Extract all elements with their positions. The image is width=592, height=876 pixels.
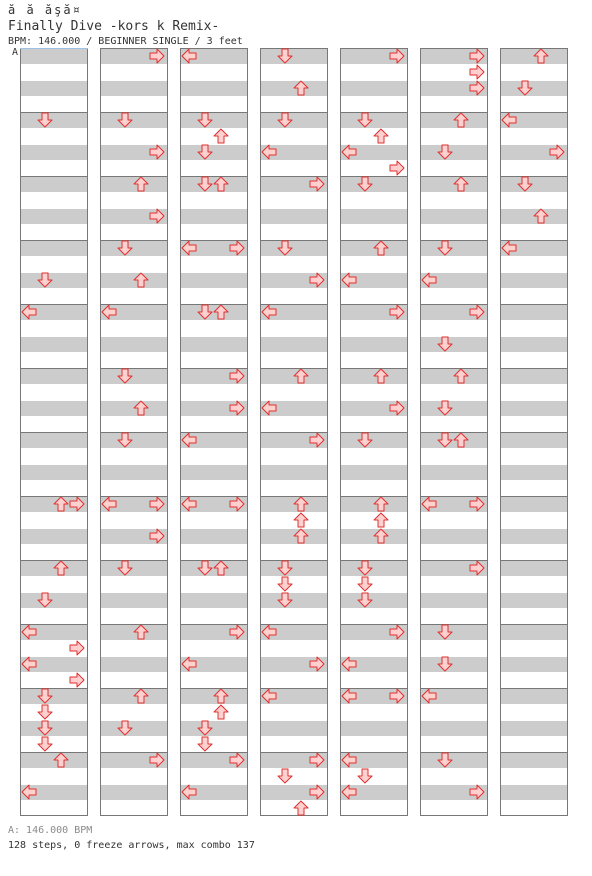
right-arrow-icon	[69, 496, 85, 512]
down-arrow-icon	[37, 720, 53, 736]
up-arrow-icon	[133, 624, 149, 640]
right-arrow-icon	[389, 48, 405, 64]
chart-column	[420, 48, 488, 816]
beat-stripe	[101, 337, 167, 352]
beat-stripe	[101, 433, 167, 448]
beat-stripe	[21, 465, 87, 480]
down-arrow-icon	[357, 592, 373, 608]
beat-stripe	[101, 561, 167, 576]
beat-stripe	[21, 241, 87, 256]
left-arrow-icon	[181, 784, 197, 800]
right-arrow-icon	[229, 752, 245, 768]
down-arrow-icon	[37, 272, 53, 288]
up-arrow-icon	[453, 112, 469, 128]
beat-stripe	[501, 561, 567, 576]
beat-stripe	[341, 561, 407, 576]
up-arrow-icon	[373, 496, 389, 512]
beat-stripe	[421, 465, 487, 480]
left-arrow-icon	[181, 240, 197, 256]
up-arrow-icon	[293, 80, 309, 96]
encoding-glyphs: ă ă ăşă¤	[8, 3, 82, 17]
beat-stripe	[21, 689, 87, 704]
beat-stripe	[101, 593, 167, 608]
beat-stripe	[341, 593, 407, 608]
beat-stripe	[421, 753, 487, 768]
down-arrow-icon	[197, 176, 213, 192]
down-arrow-icon	[517, 176, 533, 192]
beat-stripe	[261, 209, 327, 224]
up-arrow-icon	[453, 176, 469, 192]
left-arrow-icon	[341, 784, 357, 800]
beat-stripe	[21, 401, 87, 416]
beat-stripe	[181, 529, 247, 544]
down-arrow-icon	[197, 144, 213, 160]
chart-column	[180, 48, 248, 816]
measure-line	[181, 815, 247, 816]
right-arrow-icon	[309, 432, 325, 448]
up-arrow-icon	[293, 512, 309, 528]
beat-stripe	[421, 529, 487, 544]
beat-stripe	[181, 145, 247, 160]
down-arrow-icon	[117, 240, 133, 256]
right-arrow-icon	[389, 688, 405, 704]
right-arrow-icon	[469, 304, 485, 320]
measure-line	[501, 815, 567, 816]
beat-stripe	[501, 721, 567, 736]
bpm-change-marker: A	[12, 47, 19, 58]
right-arrow-icon	[469, 784, 485, 800]
left-arrow-icon	[181, 496, 197, 512]
beat-stripe	[101, 657, 167, 672]
down-arrow-icon	[37, 704, 53, 720]
beat-stripe	[501, 657, 567, 672]
beat-stripe	[261, 113, 327, 128]
left-arrow-icon	[21, 304, 37, 320]
down-arrow-icon	[437, 624, 453, 640]
up-arrow-icon	[53, 752, 69, 768]
right-arrow-icon	[149, 48, 165, 64]
down-arrow-icon	[197, 720, 213, 736]
up-arrow-icon	[373, 128, 389, 144]
beat-stripe	[341, 721, 407, 736]
chart-column	[260, 48, 328, 816]
down-arrow-icon	[277, 576, 293, 592]
right-arrow-icon	[549, 144, 565, 160]
measure-line	[101, 815, 167, 816]
bpm-change-line	[20, 48, 88, 49]
footer-bpm-legend: A: 146.000 BPM	[8, 825, 93, 836]
beat-stripe	[21, 209, 87, 224]
down-arrow-icon	[437, 336, 453, 352]
beat-stripe	[21, 49, 87, 64]
right-arrow-icon	[309, 784, 325, 800]
up-arrow-icon	[373, 528, 389, 544]
right-arrow-icon	[309, 656, 325, 672]
down-arrow-icon	[277, 112, 293, 128]
down-arrow-icon	[37, 592, 53, 608]
beat-stripe	[341, 177, 407, 192]
beat-stripe	[341, 209, 407, 224]
right-arrow-icon	[469, 80, 485, 96]
up-arrow-icon	[533, 208, 549, 224]
beat-stripe	[261, 49, 327, 64]
chart-column	[100, 48, 168, 816]
left-arrow-icon	[261, 624, 277, 640]
beat-stripe	[21, 529, 87, 544]
down-arrow-icon	[117, 368, 133, 384]
right-arrow-icon	[229, 400, 245, 416]
beat-stripe	[181, 337, 247, 352]
up-arrow-icon	[213, 128, 229, 144]
down-arrow-icon	[197, 112, 213, 128]
beat-stripe	[501, 401, 567, 416]
up-arrow-icon	[533, 48, 549, 64]
left-arrow-icon	[261, 400, 277, 416]
right-arrow-icon	[309, 176, 325, 192]
up-arrow-icon	[53, 496, 69, 512]
left-arrow-icon	[181, 432, 197, 448]
down-arrow-icon	[437, 432, 453, 448]
down-arrow-icon	[517, 80, 533, 96]
right-arrow-icon	[309, 752, 325, 768]
beat-stripe	[261, 561, 327, 576]
left-arrow-icon	[101, 304, 117, 320]
beat-stripe	[181, 273, 247, 288]
up-arrow-icon	[213, 688, 229, 704]
left-arrow-icon	[501, 112, 517, 128]
up-arrow-icon	[133, 688, 149, 704]
left-arrow-icon	[261, 304, 277, 320]
beat-stripe	[421, 145, 487, 160]
right-arrow-icon	[149, 144, 165, 160]
left-arrow-icon	[101, 496, 117, 512]
beat-stripe	[21, 369, 87, 384]
beat-stripe	[501, 689, 567, 704]
beat-stripe	[421, 721, 487, 736]
right-arrow-icon	[229, 368, 245, 384]
left-arrow-icon	[261, 144, 277, 160]
right-arrow-icon	[149, 752, 165, 768]
beat-stripe	[501, 753, 567, 768]
beat-stripe	[421, 625, 487, 640]
left-arrow-icon	[181, 656, 197, 672]
beat-stripe	[341, 433, 407, 448]
down-arrow-icon	[117, 560, 133, 576]
right-arrow-icon	[469, 64, 485, 80]
right-arrow-icon	[229, 624, 245, 640]
up-arrow-icon	[293, 368, 309, 384]
beat-stripe	[501, 177, 567, 192]
beat-stripe	[341, 337, 407, 352]
up-arrow-icon	[293, 528, 309, 544]
beat-stripe	[21, 113, 87, 128]
down-arrow-icon	[277, 592, 293, 608]
beat-stripe	[21, 593, 87, 608]
down-arrow-icon	[37, 112, 53, 128]
chart-column	[500, 48, 568, 816]
right-arrow-icon	[69, 672, 85, 688]
beat-stripe	[181, 593, 247, 608]
beat-stripe	[21, 433, 87, 448]
down-arrow-icon	[437, 400, 453, 416]
beat-stripe	[341, 81, 407, 96]
beat-stripe	[421, 593, 487, 608]
footer-step-stats: 128 steps, 0 freeze arrows, max combo 137	[8, 840, 255, 851]
left-arrow-icon	[341, 272, 357, 288]
beat-stripe	[501, 465, 567, 480]
up-arrow-icon	[293, 800, 309, 816]
beat-stripe	[181, 81, 247, 96]
right-arrow-icon	[389, 160, 405, 176]
left-arrow-icon	[341, 656, 357, 672]
beat-stripe	[101, 241, 167, 256]
beat-stripe	[501, 529, 567, 544]
beat-stripe	[21, 337, 87, 352]
left-arrow-icon	[421, 272, 437, 288]
up-arrow-icon	[293, 496, 309, 512]
beat-stripe	[421, 241, 487, 256]
right-arrow-icon	[149, 208, 165, 224]
down-arrow-icon	[357, 576, 373, 592]
beat-stripe	[501, 273, 567, 288]
song-title: Finally Dive -kors k Remix-	[8, 19, 220, 34]
down-arrow-icon	[277, 768, 293, 784]
up-arrow-icon	[373, 240, 389, 256]
up-arrow-icon	[213, 176, 229, 192]
beat-stripe	[261, 593, 327, 608]
down-arrow-icon	[197, 560, 213, 576]
beat-stripe	[501, 785, 567, 800]
down-arrow-icon	[117, 432, 133, 448]
down-arrow-icon	[437, 144, 453, 160]
beat-stripe	[421, 401, 487, 416]
beat-stripe	[101, 785, 167, 800]
beat-stripe	[501, 305, 567, 320]
up-arrow-icon	[373, 368, 389, 384]
beat-stripe	[501, 593, 567, 608]
down-arrow-icon	[357, 432, 373, 448]
right-arrow-icon	[469, 496, 485, 512]
beat-stripe	[101, 81, 167, 96]
up-arrow-icon	[213, 304, 229, 320]
down-arrow-icon	[197, 736, 213, 752]
right-arrow-icon	[389, 400, 405, 416]
beat-stripe	[261, 465, 327, 480]
down-arrow-icon	[197, 304, 213, 320]
up-arrow-icon	[453, 368, 469, 384]
beat-stripe	[501, 625, 567, 640]
beat-stripe	[261, 721, 327, 736]
down-arrow-icon	[117, 112, 133, 128]
measure-line	[421, 815, 487, 816]
down-arrow-icon	[37, 688, 53, 704]
left-arrow-icon	[341, 688, 357, 704]
beat-stripe	[21, 177, 87, 192]
up-arrow-icon	[213, 704, 229, 720]
left-arrow-icon	[421, 688, 437, 704]
right-arrow-icon	[469, 560, 485, 576]
beat-stripe	[501, 337, 567, 352]
right-arrow-icon	[69, 640, 85, 656]
beat-stripe	[181, 209, 247, 224]
left-arrow-icon	[341, 144, 357, 160]
measure-line	[21, 815, 87, 816]
down-arrow-icon	[357, 560, 373, 576]
beat-stripe	[501, 497, 567, 512]
up-arrow-icon	[133, 176, 149, 192]
beat-stripe	[21, 721, 87, 736]
beat-stripe	[261, 241, 327, 256]
down-arrow-icon	[357, 112, 373, 128]
up-arrow-icon	[213, 560, 229, 576]
beat-stripe	[421, 209, 487, 224]
left-arrow-icon	[261, 688, 277, 704]
measure-line	[341, 815, 407, 816]
beat-stripe	[501, 433, 567, 448]
down-arrow-icon	[277, 48, 293, 64]
beat-stripe	[101, 465, 167, 480]
beat-stripe	[421, 657, 487, 672]
beat-stripe	[181, 465, 247, 480]
up-arrow-icon	[133, 272, 149, 288]
beat-stripe	[261, 337, 327, 352]
left-arrow-icon	[181, 48, 197, 64]
down-arrow-icon	[37, 736, 53, 752]
left-arrow-icon	[21, 784, 37, 800]
beat-stripe	[101, 113, 167, 128]
beat-stripe	[341, 465, 407, 480]
chart-info: BPM: 146.000 / BEGINNER SINGLE / 3 feet	[8, 36, 243, 47]
down-arrow-icon	[437, 752, 453, 768]
right-arrow-icon	[149, 528, 165, 544]
up-arrow-icon	[133, 400, 149, 416]
up-arrow-icon	[373, 512, 389, 528]
right-arrow-icon	[229, 496, 245, 512]
down-arrow-icon	[357, 768, 373, 784]
beat-stripe	[421, 337, 487, 352]
beat-stripe	[101, 721, 167, 736]
beat-stripe	[501, 369, 567, 384]
left-arrow-icon	[421, 496, 437, 512]
chart-column	[340, 48, 408, 816]
right-arrow-icon	[309, 272, 325, 288]
left-arrow-icon	[21, 624, 37, 640]
chart-column	[20, 48, 88, 816]
right-arrow-icon	[229, 240, 245, 256]
beat-stripe	[21, 273, 87, 288]
beat-stripe	[101, 369, 167, 384]
beat-stripe	[181, 113, 247, 128]
beat-stripe	[341, 113, 407, 128]
right-arrow-icon	[389, 624, 405, 640]
down-arrow-icon	[437, 240, 453, 256]
left-arrow-icon	[21, 656, 37, 672]
down-arrow-icon	[277, 240, 293, 256]
down-arrow-icon	[437, 656, 453, 672]
left-arrow-icon	[501, 240, 517, 256]
right-arrow-icon	[149, 496, 165, 512]
beat-stripe	[501, 81, 567, 96]
left-arrow-icon	[341, 752, 357, 768]
up-arrow-icon	[453, 432, 469, 448]
down-arrow-icon	[117, 720, 133, 736]
right-arrow-icon	[389, 304, 405, 320]
down-arrow-icon	[277, 560, 293, 576]
beat-stripe	[21, 81, 87, 96]
up-arrow-icon	[53, 560, 69, 576]
beat-stripe	[21, 145, 87, 160]
beat-stripe	[181, 721, 247, 736]
right-arrow-icon	[469, 48, 485, 64]
down-arrow-icon	[357, 176, 373, 192]
